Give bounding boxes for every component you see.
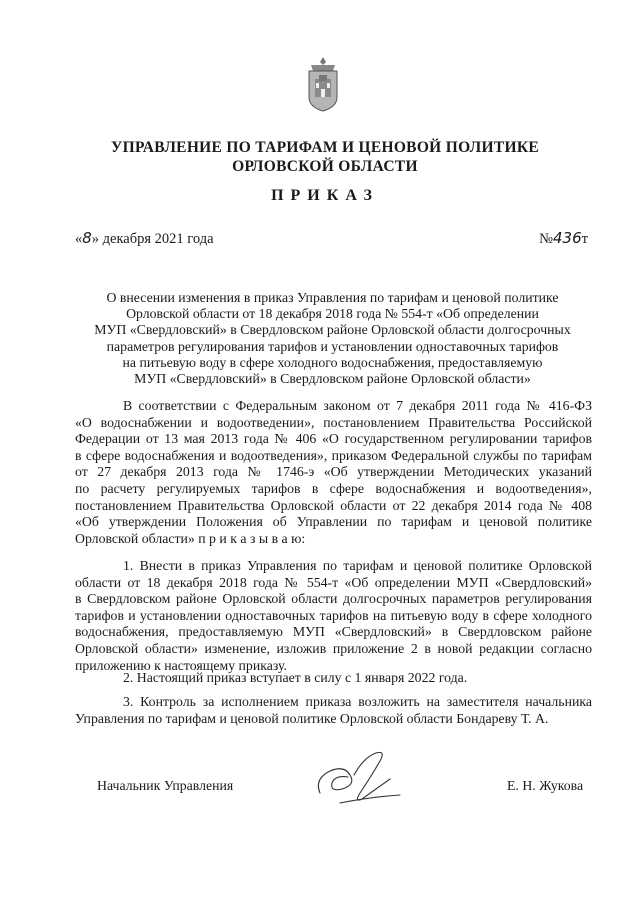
handwritten-signature-icon <box>310 745 410 810</box>
item-line: области от 18 декабря 2018 года № 554-т «Об определении МУП «Свердловский» <box>75 574 592 590</box>
order-date <box>75 229 214 248</box>
organization-name-line2: ОРЛОВСКОЙ ОБЛАСТИ <box>232 158 418 175</box>
preamble-line: от 27 декабря 2013 года № 1746-э «Об утверждении Методических указаний <box>75 464 592 480</box>
subject-line: О внесении изменения в приказ Управления по тарифам и ценовой политике <box>106 290 559 305</box>
preamble-line: постановлением Правительства Орловской области от 22 декабря 2014 года № 408 <box>75 497 592 513</box>
number-prefix: № <box>539 231 554 247</box>
preamble-line: «Об утверждении Положения об Управлении по тарифам и ценовой политике <box>75 514 592 530</box>
number-suffix: т <box>581 231 588 247</box>
order-number <box>539 229 588 248</box>
item-line: приложению к настоящему приказу. <box>75 657 287 673</box>
signatory-position: Начальник Управления <box>97 778 234 793</box>
subject-line: Орловской области от 18 декабря 2018 года № 554-т «Об определении <box>126 306 539 322</box>
preamble-line: в сфере водоснабжения и водоотведения», приказом Федеральной службы по тарифам <box>75 447 592 463</box>
order-subject <box>80 290 585 387</box>
coat-of-arms-icon <box>303 55 343 115</box>
preamble-line: «О водоснабжении и водоотведении», постановлением Правительства Российской <box>75 414 592 430</box>
item-line: 2. Настоящий приказ вступает в силу с 1 января 2022 года. <box>123 670 468 685</box>
item-line: Орловской области» изменение, изложив приложение 2 в новой редакции согласно <box>75 640 592 656</box>
signatory-name: Е. Н. Жукова <box>507 778 584 793</box>
preamble-line: по расчету регулируемых тарифов в сфере водоснабжения и водоотведения», <box>75 480 592 496</box>
date-month-year: » декабря 2021 года <box>91 231 214 247</box>
subject-line: на питьевую воду в сфере холодного водоснабжения, предоставляемую <box>122 354 543 370</box>
order-item-2 <box>75 670 592 687</box>
item-line: водоснабжения, предоставляемую МУП «Свердловский» в Свердловском районе <box>75 624 592 640</box>
subject-line: МУП «Свердловский» в Свердловском районе Орловской области» <box>134 371 531 387</box>
preamble-line: Федерации от 13 мая 2013 года № 406 «О государственном регулировании тарифов <box>75 431 592 447</box>
order-item-3 <box>75 694 592 727</box>
preamble-line: Орловской области» п р и к а з ы в а ю: <box>75 530 306 546</box>
subject-line: параметров регулирования тарифов и установлении одноставочных тарифов <box>106 338 559 354</box>
preamble-line: В соответствии с Федеральным законом от 7 декабря 2011 года № 416-ФЗ <box>123 398 592 413</box>
item-line: 3. Контроль за исполнением приказа возложить на заместителя начальника <box>123 694 592 709</box>
preamble-paragraph <box>75 398 592 547</box>
date-open-quote: « <box>75 231 83 247</box>
order-item-1 <box>75 558 592 674</box>
item-line: Управления по тарифам и ценовой политике Орловской области Бондареву Т. А. <box>75 710 549 726</box>
organization-name-line1: УПРАВЛЕНИЕ ПО ТАРИФАМ И ЦЕНОВОЙ ПОЛИТИКЕ <box>110 139 540 156</box>
number-value-handwritten: 436 <box>553 229 582 247</box>
item-line: в Свердловском районе Орловской области долгосрочных параметров регулирования <box>75 591 592 607</box>
document-type-title: ПРИКАЗ <box>271 187 379 204</box>
date-day-handwritten: 8 <box>82 229 92 247</box>
subject-line: МУП «Свердловский» в Свердловском районе Орловской области долгосрочных <box>94 322 571 338</box>
item-line: 1. Внести в приказ Управления по тарифам и ценовой политике Орловской <box>123 558 592 573</box>
item-line: тарифов и установлении одноставочных тарифов на питьевую воду в сфере холодного <box>75 607 592 623</box>
